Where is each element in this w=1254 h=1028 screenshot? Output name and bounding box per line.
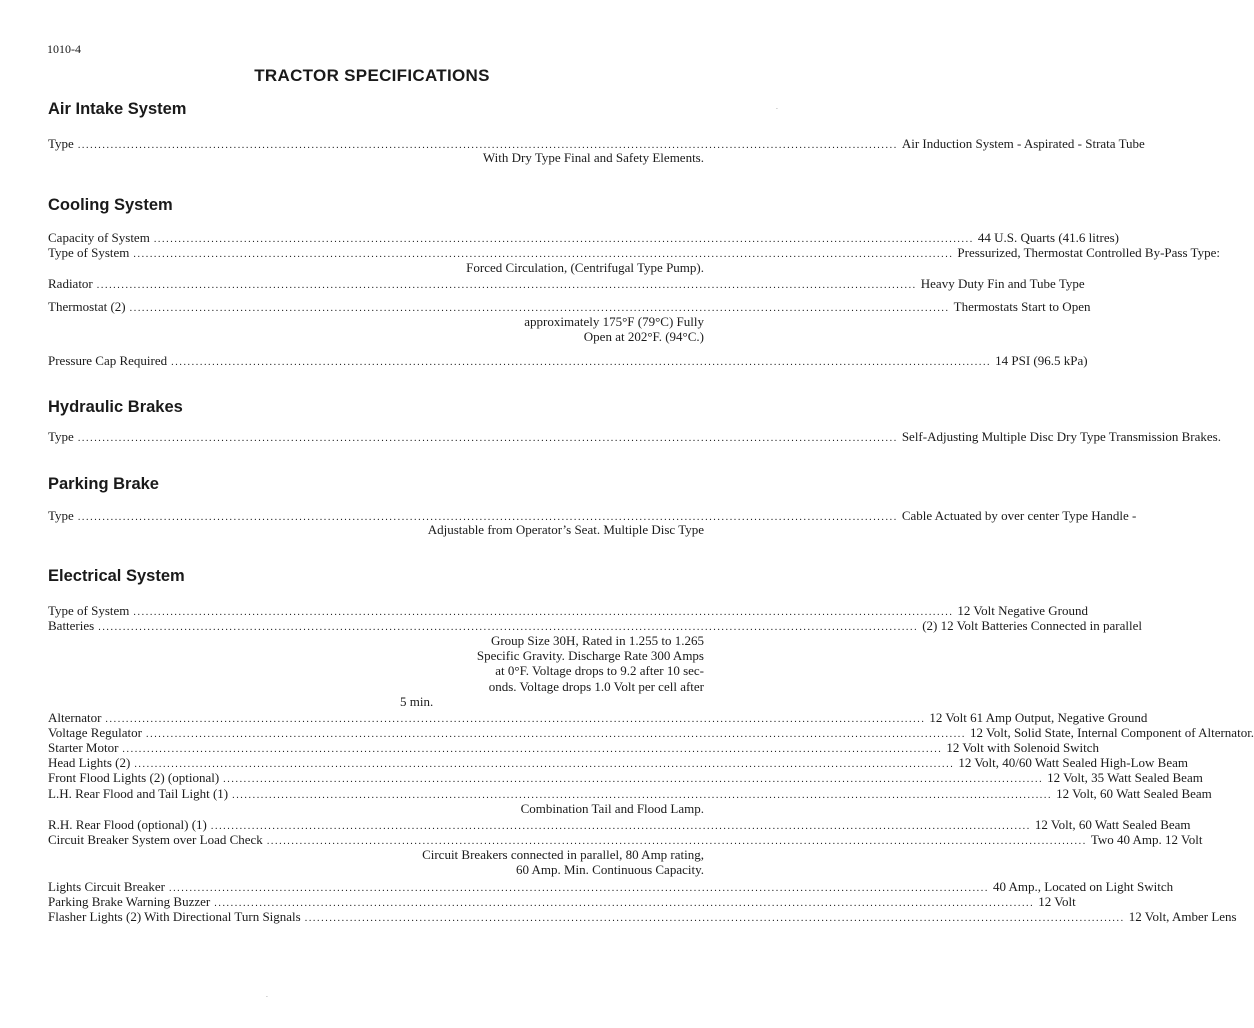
electrical-buzzer-row xyxy=(48,894,1076,909)
cooling-type-cont: Forced Circulation, (Centrifugal Type Pump). xyxy=(466,260,704,275)
spec-value: Pressurized, Thermostat Controlled By-Pass Type: xyxy=(957,245,1220,260)
electrical-system-row xyxy=(48,603,1089,618)
spec-value: 12 Volt, Amber Lens xyxy=(1128,909,1237,924)
spec-value: Cable Actuated by over center Type Handle - xyxy=(901,508,1137,523)
spec-label: Flasher Lights (2) With Directional Turn Signals xyxy=(48,909,301,924)
section-parking-brake: Parking Brake xyxy=(48,475,159,493)
leader-dots: ........................................................................................................................................................................................................ xyxy=(214,898,1035,909)
spec-label: Type of System xyxy=(48,245,130,260)
leader-dots: ........................................................................................................................................................................................................ xyxy=(266,836,1087,847)
cooling-thermostat-row xyxy=(48,299,1091,314)
spec-value: (2) 12 Volt Batteries Connected in parallel xyxy=(922,618,1142,633)
leader-dots: ........................................................................................................................................................................................................ xyxy=(77,433,898,444)
leader-dots: ........................................................................................................................................................................................................ xyxy=(98,622,919,633)
batteries-cont-line: 5 min. xyxy=(400,694,434,709)
spec-value: Self-Adjusting Multiple Disc Dry Type Transmission Brakes. xyxy=(901,429,1221,444)
electrical-lights-breaker-row xyxy=(48,879,1174,894)
spec-label: R.H. Rear Flood (optional) (1) xyxy=(48,817,207,832)
section-hydraulic-brakes: Hydraulic Brakes xyxy=(48,398,183,416)
section-cooling: Cooling System xyxy=(48,196,173,214)
section-air-intake: Air Intake System xyxy=(48,100,187,118)
breaker-system-cont1: Circuit Breakers connected in parallel, 80 Amp rating, xyxy=(422,847,704,862)
spec-value: 12 Volt, 35 Watt Sealed Beam xyxy=(1047,770,1203,785)
hydraulic-brakes-type-row xyxy=(48,429,1221,444)
leader-dots: ........................................................................................................................................................................................................ xyxy=(77,140,898,151)
spec-value: 12 Volt Negative Ground xyxy=(957,603,1089,618)
lh-rear-cont: Combination Tail and Flood Lamp. xyxy=(520,801,704,816)
electrical-lh-rear-row xyxy=(48,786,1212,801)
parking-brake-type-row xyxy=(48,508,1137,523)
spec-value: 12 Volt with Solenoid Switch xyxy=(946,740,1100,755)
spec-label: Type xyxy=(48,508,74,523)
leader-dots: ........................................................................................................................................................................................................ xyxy=(153,234,974,245)
spec-label: Alternator xyxy=(48,710,102,725)
scan-mark: · xyxy=(776,106,778,113)
leader-dots: ........................................................................................................................................................................................................ xyxy=(232,790,1053,801)
page-number: 1010-4 xyxy=(47,42,81,56)
electrical-regulator-row xyxy=(48,725,1254,740)
batteries-cont-line: at 0°F. Voltage drops to 9.2 after 10 sec- xyxy=(495,663,704,678)
air-intake-type-row xyxy=(48,136,1145,151)
electrical-batteries-row xyxy=(48,618,1142,633)
leader-dots: ........................................................................................................................................................................................................ xyxy=(210,821,1031,832)
spec-value: Two 40 Amp. 12 Volt xyxy=(1090,832,1203,847)
spec-label: Thermostat (2) xyxy=(48,299,126,314)
batteries-cont-line: Specific Gravity. Discharge Rate 300 Amps xyxy=(476,648,704,663)
leader-dots: ........................................................................................................................................................................................................ xyxy=(129,303,950,314)
spec-label: Parking Brake Warning Buzzer xyxy=(48,894,211,909)
breaker-system-cont2: 60 Amp. Min. Continuous Capacity. xyxy=(515,862,704,877)
spec-value: 12 Volt xyxy=(1038,894,1076,909)
spec-label: Lights Circuit Breaker xyxy=(48,879,165,894)
section-electrical: Electrical System xyxy=(48,567,185,585)
page-title: TRACTOR SPECIFICATIONS xyxy=(254,66,490,85)
scan-mark: · xyxy=(266,994,268,1001)
spec-label: Radiator xyxy=(48,276,93,291)
spec-value: 14 PSI (96.5 kPa) xyxy=(995,353,1088,368)
spec-label: Front Flood Lights (2) (optional) xyxy=(48,770,220,785)
leader-dots: ........................................................................................................................................................................................................ xyxy=(133,607,954,618)
batteries-cont-line: Group Size 30H, Rated in 1.255 to 1.265 xyxy=(490,633,704,648)
cooling-pressure-row xyxy=(48,353,1088,368)
electrical-breaker-system-row xyxy=(48,832,1203,847)
spec-value: 12 Volt, 60 Watt Sealed Beam xyxy=(1034,817,1191,832)
electrical-flasher-row xyxy=(48,909,1237,924)
spec-label: Batteries xyxy=(48,618,95,633)
electrical-headlights-row xyxy=(48,755,1188,770)
spec-label: Type xyxy=(48,429,74,444)
leader-dots: ........................................................................................................................................................................................................ xyxy=(96,280,917,291)
spec-value: 12 Volt, 60 Watt Sealed Beam xyxy=(1056,786,1212,801)
spec-label: Type xyxy=(48,136,74,151)
electrical-front-flood-row xyxy=(48,770,1203,785)
spec-label: Starter Motor xyxy=(48,740,119,755)
batteries-cont-line: onds. Voltage drops 1.0 Volt per cell after xyxy=(488,679,704,694)
spec-label: Voltage Regulator xyxy=(48,725,142,740)
cooling-thermostat-cont2: Open at 202°F. (94°C.) xyxy=(583,329,704,344)
leader-dots: ........................................................................................................................................................................................................ xyxy=(168,883,989,894)
spec-label: Circuit Breaker System over Load Check xyxy=(48,832,263,847)
leader-dots: ........................................................................................................................................................................................................ xyxy=(304,913,1125,924)
cooling-type-row xyxy=(48,245,1220,260)
spec-value: 40 Amp., Located on Light Switch xyxy=(992,879,1174,894)
spec-value: 12 Volt, Solid State, Internal Component of Alternator. xyxy=(970,725,1254,740)
spec-value: 12 Volt 61 Amp Output, Negative Ground xyxy=(929,710,1148,725)
spec-label: Pressure Cap Required xyxy=(48,353,168,368)
leader-dots: ........................................................................................................................................................................................................ xyxy=(171,357,992,368)
air-intake-type-cont: With Dry Type Final and Safety Elements. xyxy=(482,150,704,165)
spec-value: Air Induction System - Aspirated - Strata Tube xyxy=(901,136,1145,151)
leader-dots: ........................................................................................................................................................................................................ xyxy=(146,729,966,740)
electrical-starter-row xyxy=(48,740,1100,755)
spec-label: Head Lights (2) xyxy=(48,755,131,770)
leader-dots: ........................................................................................................................................................................................................ xyxy=(134,759,955,770)
electrical-alternator-row xyxy=(48,710,1148,725)
leader-dots: ........................................................................................................................................................................................................ xyxy=(105,714,926,725)
leader-dots: ........................................................................................................................................................................................................ xyxy=(223,774,1044,785)
cooling-thermostat-cont1: approximately 175°F (79°C) Fully xyxy=(524,314,704,329)
cooling-capacity-row xyxy=(48,230,1120,245)
cooling-radiator-row xyxy=(48,276,1085,291)
spec-value: 44 U.S. Quarts (41.6 litres) xyxy=(977,230,1120,245)
spec-value: 12 Volt, 40/60 Watt Sealed High-Low Beam xyxy=(958,755,1188,770)
electrical-rh-rear-row xyxy=(48,817,1191,832)
leader-dots: ........................................................................................................................................................................................................ xyxy=(133,249,954,260)
parking-brake-type-cont: Adjustable from Operator’s Seat. Multiple Disc Type xyxy=(427,522,704,537)
leader-dots: ........................................................................................................................................................................................................ xyxy=(122,744,943,755)
spec-label: Type of System xyxy=(48,603,130,618)
spec-value: Thermostats Start to Open xyxy=(953,299,1091,314)
leader-dots: ........................................................................................................................................................................................................ xyxy=(77,512,898,523)
spec-label: L.H. Rear Flood and Tail Light (1) xyxy=(48,786,229,801)
spec-value: Heavy Duty Fin and Tube Type xyxy=(920,276,1085,291)
spec-label: Capacity of System xyxy=(48,230,150,245)
